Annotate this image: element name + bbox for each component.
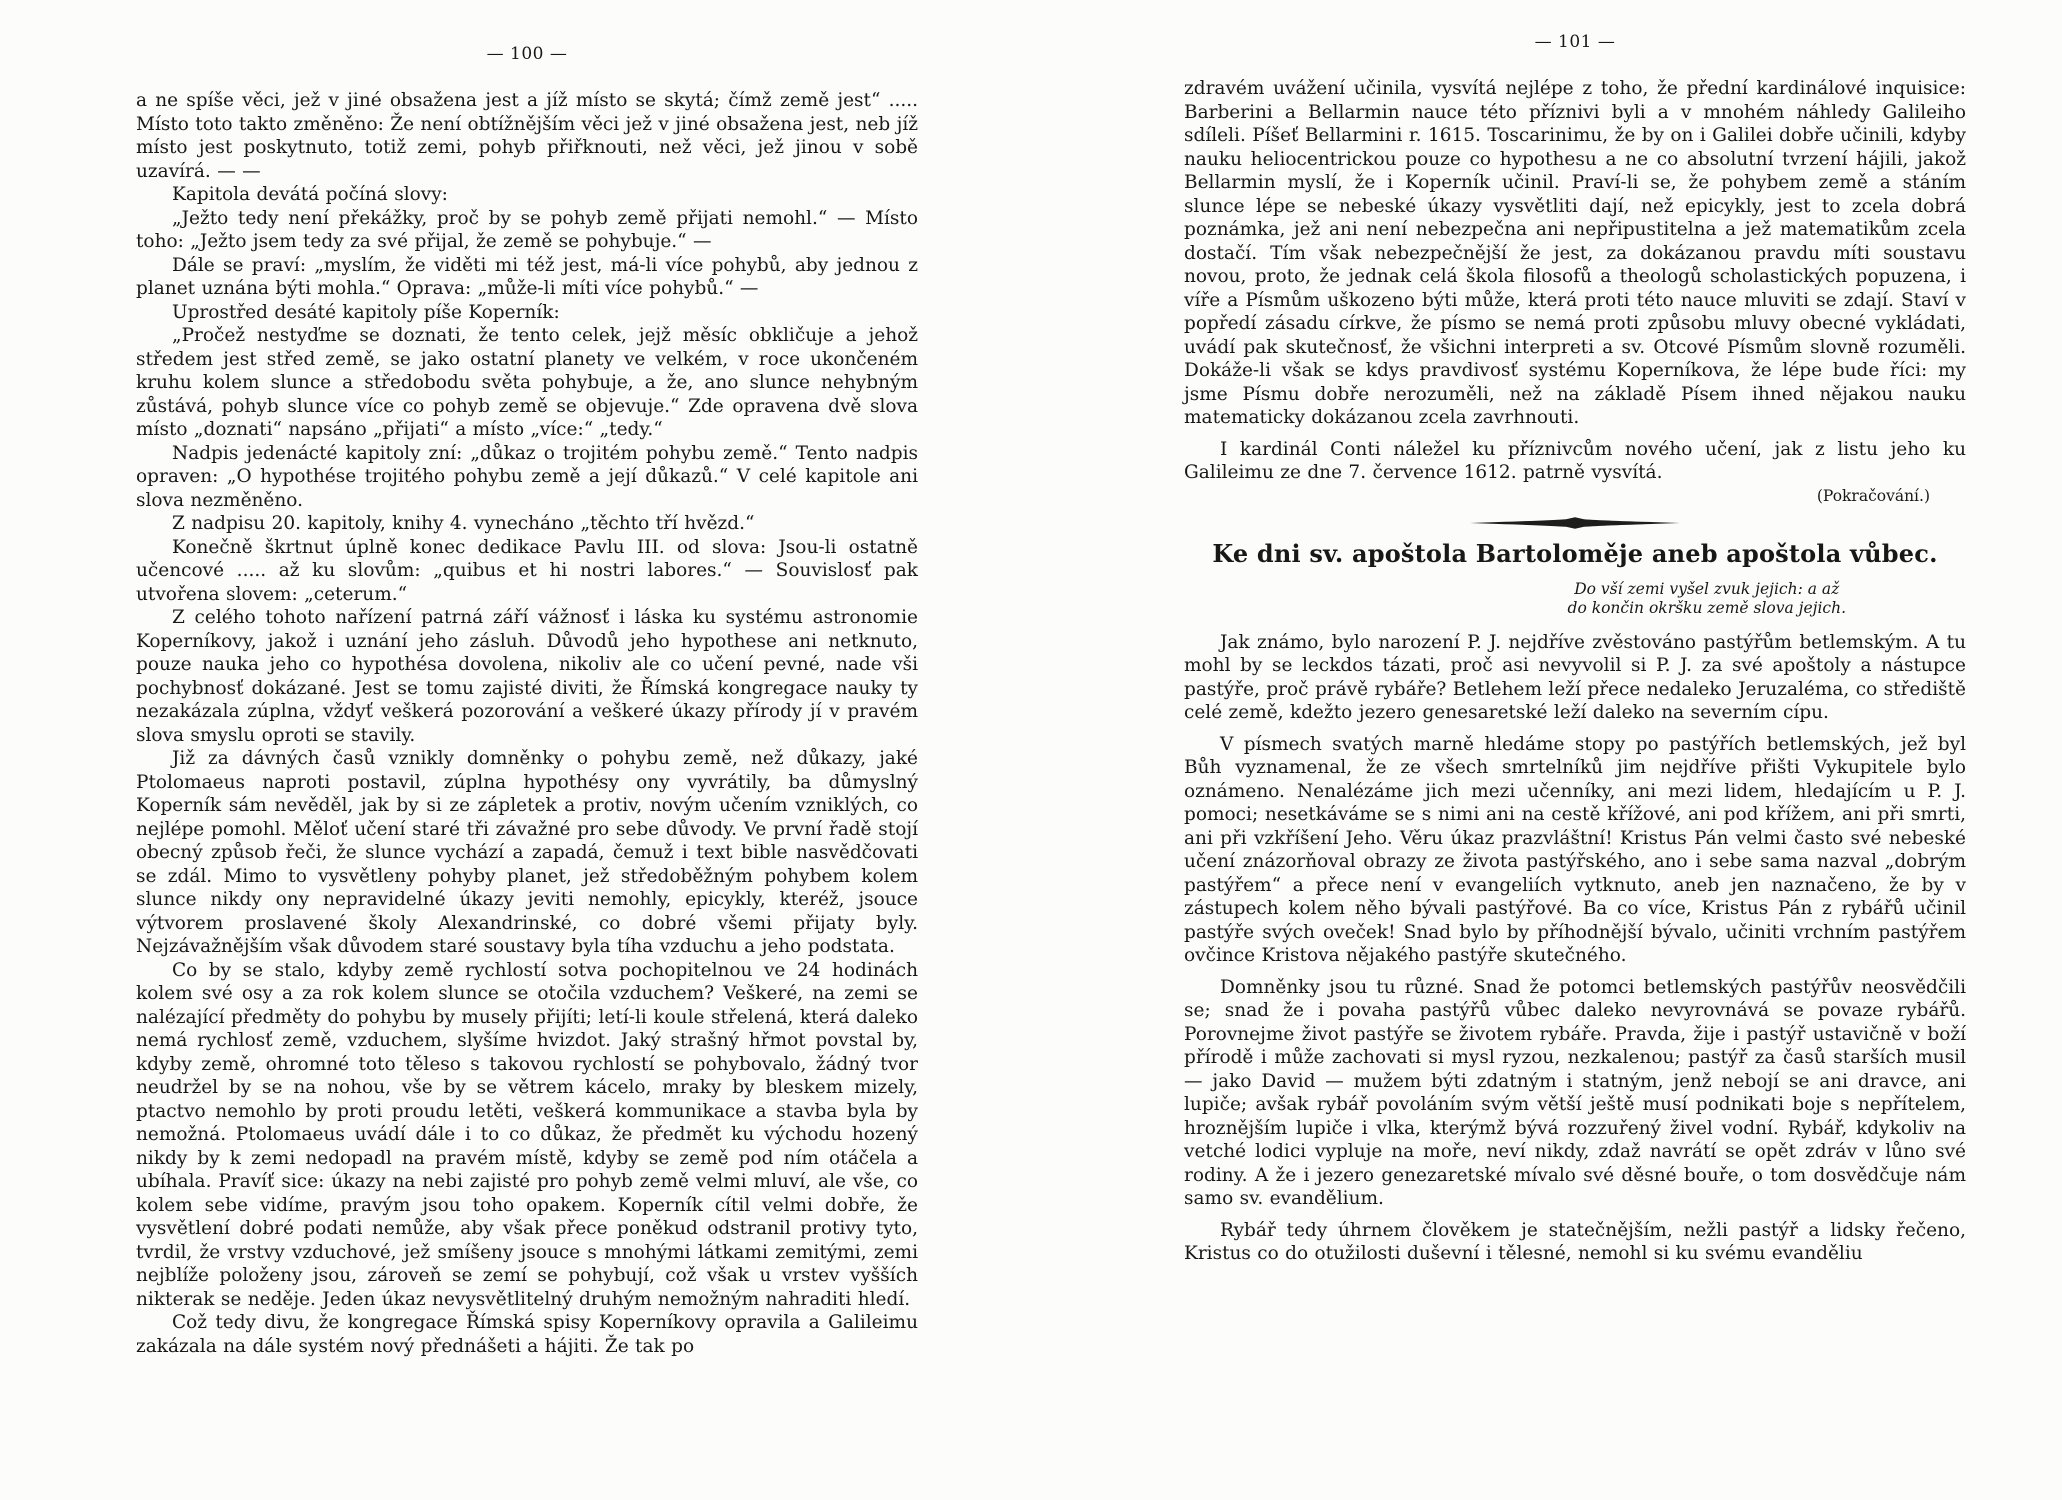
paragraph: a ne spíše věci, jež v jiné obsažena jest a jíž místo se skytá; čímž země jest“ ..... Místo toto takto změněno: Že není obtížnějším věci jež v jiné obsažena jest, neb jíž místo jest poskytnuto, totiž zemi, pohyb přiřknouti, než věci, jež jinou v sobě uzavírá. — —	[136, 90, 918, 182]
paragraph: Konečně škrtnut úplně konec dedikace Pavlu III. od slova: Jsou-li ostatně učencové ..... až ku slovům: „quibus et hi nostri labores.“ — Souvislosť pak utvořena slovem: „ceterum.“	[136, 536, 918, 605]
paragraph: Co by se stalo, kdyby země rychlostí sotva pochopitelnou ve 24 hodinách kolem své osy a za rok kolem slunce se otočila vzduchem? Veškeré, na zemi se nalézající předměty do pohybu by musely přijíti; letí-li koule střelená, která daleko nemá rychlosť země, vzduchem, slyšíme hvizdot. Jaký strašný hřmot povstal by, kdyby země, ohromné toto těleso s takovou rychlostí se pohybovalo, žádný tvor neudržel by se na nohou, vše by se větrem kácelo, mraky by bleskem mizely, ptactvo nemohlo by proti proudu letěti, veškerá kommunikace a stavba byla by nemožná. Ptolomaeus uvádí dále i to co důkaz, že předmět ku východu hozený nikdy by k zemi nedopadl na pravém místě, kdyby se země pod ním otáčela a ubíhala. Pravíť sice: úkazy na nebi zajisté pro pohyb země velmi mluví, ale vše, co kolem sebe vidíme, pravým jsou toho opakem. Koperník cítil velmi dobře, že vysvětlení dobré podati nemůže, aby však přece poněkud odstranil protivy tyto, tvrdil, že vrstvy vzduchové, jež smíšeny jsouce s mnohými látkami zemitými, zemi nejblíže položeny jsou, zároveň se zemí se pohybují, což však u vrstev vyšších nikterak se neděje. Jeden úkaz nevysvětlitelný druhým nemožným nahraditi hledí.	[136, 959, 918, 1310]
paragraph: Což tedy divu, že kongregace Římská spisy Koperníkovy opravila a Galileimu zakázala na dále systém nový přednášeti a hájiti. Že tak po	[136, 1312, 918, 1357]
paragraph: Kapitola devátá počíná slovy:	[172, 184, 448, 205]
page-number-right: — 101 —	[1534, 32, 1616, 52]
article-title: Ke dni sv. apoštola Bartoloměje aneb apoštola vůbec.	[1212, 538, 1938, 568]
paragraph: V písmech svatých marně hledáme stopy po pastýřích betlemských, jež byl Bůh vyznamenal, že ze všech smrtelníků jim nejdříve přišti Vykupitele bylo oznámeno. Nenalézáme jich mezi učenníky, ani mezi lidem, hledajícím u P. J. pomoci; nesetkáváme se s nimi ani na cestě křížové, ani pod křížem, ani při smrti, ani při vzkříšení Jeho. Věru úkaz prazvláštní! Kristus Pán velmi často své nebeské učení znázorňoval obrazy ze života pastýřského, ano i sebe sama nazval „dobrým pastýřem“ a přece není v evangeliích vytknuto, aneb jen naznačeno, že by v zástupech kolem něho bývali pastýřové. Ba co více, Kristus Pán z rybářů učinil pastýře svých oveček! Snad bylo by příhodnější bývalo, učiniti vrchním pastýřem ovčince Kristova nějakého pastýře skutečného.	[1184, 733, 1966, 966]
section-divider	[1184, 517, 1966, 529]
page-100-text	[136, 89, 918, 1358]
article-epigraph	[1568, 580, 1846, 619]
paragraph: Uprostřed desáté kapitoly píše Koperník:	[172, 301, 560, 323]
paragraph: Jak známo, bylo narození P. J. nejdříve zvěstováno pastýřům betlemským. A tu mohl by se leckdos tázati, proč asi nevyvolil si P. J. za své apoštoly a nástupce pastýře, proč právě rybáře? Betlehem leží přece nedaleko Jeruzaléma, co střediště celé země, kdežto jezero genesaretské leží daleko na severním cípu.	[1184, 631, 1966, 723]
paragraph: Již za dávných časů vznikly domněnky o pohybu země, než důkazy, jaké Ptolomaeus naproti postavil, zúplna hypothésy ony vyvrátily, ba důmyslný Koperník sám nevěděl, jak by si ze zápletek a protiv, novým učením vzniklých, co nejlépe pomohl. Měloť učení staré tři závažné pro sebe důvody. Ve první řadě stojí obecný způsob řeči, že slunce vychází a zapadá, čemuž i text bible nasvědčovati se zdál. Mimo to vysvětleny pohyby planet, jež středoběžným pohybem kolem slunce nikdy ony nepravidelné úkazy jeviti nemohly, epicykly, kteréž, jsouce výtvorem proslavené školy Alexandrinské, co dobré všemi přijaty byly. Nejzávažnějším však důvodem staré soustavy byla tíha vzduchu a jeho podstata.	[136, 748, 918, 957]
paragraph: zdravém uvážení učinila, vysvítá nejlépe z toho, že přední kardinálové inquisice: Barberini a Bellarmin nauce této příznivi byli a v mnohém náhledy Galileiho sdíleli. Píšeť Bellarmini r. 1615. Toscarinimu, že by on i Galilei dobře učinili, kdyby nauku heliocentrickou pouze co hypothesu a ne co absolutní tvrzení hájili, jakož Bellarmin myslí, že i Koperník učinil. Praví-li se, že pohybem země a stáním slunce lépe se nebeské úkazy vysvětliti dají, než epicykly, jest to zcela dobrá poznámka, jež ani není nebezpečna ani nepřipustitelna a jež matematikům zcela dostačí. Tím však nebezpečnější že jest, za dokázanou pravdu míti soustavu novou, proto, že jednak celá škola filosofů a theologů scholastických popuzena, i víře a Písmům uškozeno býti může, která proti této nauce mluviti se zdají. Staví v popředí zásadu církve, že písmo se nemá proti způsobu mluvy obecné vykládati, uvádí pak skutečnosť, že všichni interpreti a sv. Otcové Písmům slovně rozuměli. Dokáže-li však se kdys pravdivosť systému Koperníkova, že lépe bude říci: my jsme Písmu dobře nerozuměli, než na základě Písem ihned nějakou nauku matematicky dokázanou zcela zavrhnouti.	[1184, 78, 1966, 428]
paragraph: Nadpis jedenácté kapitoly zní: „důkaz o trojitém pohybu země.“ Tento nadpis opraven: „O hypothése trojitého pohybu země a její důkazů.“ V celé kapitole ani slova nezměněno.	[136, 442, 918, 511]
article-text	[1184, 631, 1966, 1266]
paragraph: „Ježto tedy není překážky, proč by se pohyb země přijati nemohl.“ — Místo toho: „Ježto jsem tedy za své přijal, že země se pohybuje.“ —	[136, 207, 918, 252]
paragraph: Rybář tedy úhrnem člověkem je statečnějším, nežli pastýř a lidsky řečeno, Kristus co do otužilosti duševní i tělesné, nemohl si ku svému evanděliu	[1184, 1219, 1966, 1264]
epigraph-line-2: do končin okršku země slova jejich.	[1567, 599, 1846, 617]
paragraph: „Pročež nestyďme se doznati, že tento celek, jejž měsíc obkličuje a jehož středem jest střed země, se jako ostatní planety ve velkém, v roce ukončeném kruhu kolem slunce a středobodu světa pohybuje, a že, ano slunce nehybným zůstává, pohyb slunce více co pohyb země se objevuje.“ Zde opravena dvě slova místo „doznati“ napsáno „přijati“ a místo „více:“ „tedy.“	[136, 325, 918, 440]
epigraph-line-1: Do vší zemi vyšel zvuk jejich: a až	[1574, 579, 1840, 598]
paragraph: Z nadpisu 20. kapitoly, knihy 4. vynecháno „těchto tří hvězd.“	[172, 513, 755, 534]
page-number-left: — 100 —	[486, 44, 568, 64]
paragraph: Domněnky jsou tu různé. Snad že potomci betlemských pastýřův neosvědčili se; snad že i povaha pastýřů vůbec daleko nevyrovnává se povaze rybářů. Porovnejme život pastýře se životem rybáře. Pravda, žije i pastýř ustavičně v boží přírodě i může zachovati si mysl ryzou, nezkalenou; pastýř za časů starších musil — jako David — mužem býti zdatným i statným, jenž nebojí se ani dravce, ani lupiče; avšak rybář povoláním svým větší ještě musí podnikati boje s nepřítelem, hroznějším lupiče i vlka, kterýmž bývá rozzuřený živel vodní. Rybář, kdykoliv na vetché lodici vypluje na moře, neví nikdy, zdaž navrátí se opět zdráv v lůno své rodiny. A že i jezero genezaretské mívalo své děsné bouře, o tom dosvědčuje nám samo sv. evandělium.	[1184, 976, 1966, 1209]
paragraph: Dále se praví: „myslím, že viděti mi též jest, má-li více pohybů, aby jednou z planet uznána býti mohla.“ Oprava: „může-li míti více pohybů.“ —	[136, 254, 918, 299]
page-101	[1184, 32, 1966, 1266]
swelled-rule-ornament-icon	[1470, 517, 1680, 529]
paragraph: I kardinál Conti náležel ku příznivcům nového učení, jak z listu jeho ku Galileimu ze dne 7. července 1612. patrně vysvítá.	[1184, 438, 1966, 483]
page-100	[136, 44, 918, 1358]
paragraph: Z celého tohoto nařízení patrná září vážnosť i láska ku systému astronomie Koperníkovy, jakož i uznání jeho zásluh. Důvodů jeho hypothese ani netknuto, pouze nauka jeho co hypothésa dovolena, nikoliv ale co učení pevné, nade vši pochybnosť dokázané. Jest se tomu zajisté diviti, že Římská kongregace nauky ty nezakázala zúplna, vždyť veškerá pozorování a veškeré úkazy přírody jí v pravém slova smyslu oproti se stavily.	[136, 607, 918, 746]
page-101-text	[1184, 77, 1966, 485]
continuation-note: (Pokračování.)	[1816, 486, 1930, 505]
